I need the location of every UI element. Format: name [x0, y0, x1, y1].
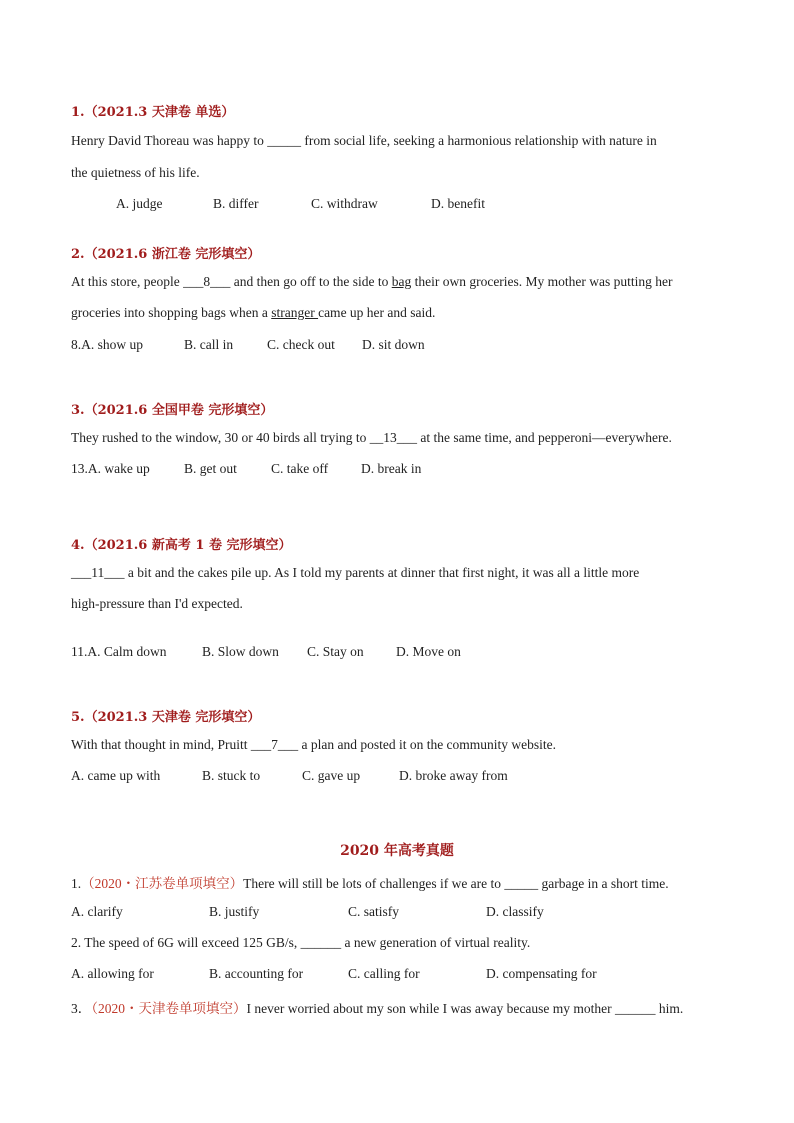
- q1-line1: Henry David Thoreau was happy to _____ from social life, seeking a harmonious relationship with nature in: [71, 133, 657, 148]
- q3-option-b: B. get out: [184, 461, 237, 476]
- q5-blank: ___7___: [250, 737, 299, 752]
- q2-option-c: C. check out: [267, 337, 335, 352]
- s2020-q1-num: 1.: [71, 876, 82, 891]
- q3-option-a: 13.A. wake up: [71, 461, 150, 476]
- q2-header: 2.（2021.6 浙江卷 完形填空）: [71, 247, 261, 262]
- q1-header: 1.（2021.3 天津卷 单选）: [71, 105, 235, 120]
- q2-option-d: D. sit down: [362, 337, 425, 352]
- q4-line1: [71, 565, 639, 581]
- s2020-q3-num: 3．: [71, 1001, 92, 1016]
- q5-line1: [71, 737, 556, 753]
- s2020-q3-source: （2020・天津卷单项填空）: [91, 1001, 247, 1016]
- s2020-q1-text: There will still be lots of challenges if we are to _____ garbage in a short time.: [243, 876, 669, 891]
- q2-word-bag: bag: [391, 274, 412, 289]
- q2-line2-b: came up her and said.: [318, 305, 436, 320]
- q5-header: 5.（2021.3 天津卷 完形填空）: [71, 710, 261, 725]
- s2020-q1-option-d: D. classify: [486, 904, 544, 919]
- s2020-q2-option-a: A. allowing for: [71, 966, 154, 981]
- q4-option-a: 11.A. Calm down: [71, 644, 167, 659]
- q2-line2: [71, 305, 435, 321]
- q2-option-a: 8.A. show up: [71, 337, 144, 352]
- q2-line1: [71, 274, 673, 290]
- q5-option-a: A. came up with: [71, 768, 161, 783]
- q2-line2-a: groceries into shopping bags when a: [71, 305, 272, 320]
- s2020-q1-source: （2020・江苏卷单项填空）: [81, 876, 244, 891]
- q3-line1-b: at the same time, and pepperoni—everywhere.: [416, 430, 672, 445]
- q1-option-c: C. withdraw: [311, 196, 378, 211]
- q1-option-a: A. judge: [116, 196, 163, 211]
- s2020-q3-text: I never worried about my son while I was away because my mother ______ him.: [246, 1001, 684, 1016]
- q4-line1-b: a bit and the cakes pile up. As I told my parents at dinner that first night, it was all a little more: [124, 565, 640, 580]
- s2020-q2-option-c: C. calling for: [348, 966, 420, 981]
- s2020-q1-option-b: B. justify: [209, 904, 260, 919]
- q5-option-d: D. broke away from: [399, 768, 508, 783]
- q4-option-c: C. Stay on: [307, 644, 364, 659]
- q2-option-b: B. call in: [184, 337, 234, 352]
- q1-option-b: B. differ: [213, 196, 259, 211]
- q4-blank: ___11___: [71, 565, 125, 580]
- q3-option-c: C. take off: [271, 461, 329, 476]
- q4-option-b: B. Slow down: [202, 644, 279, 659]
- q5-line1-a: With that thought in mind, Pruitt: [71, 737, 251, 752]
- q2-blank: ___8___: [183, 274, 231, 289]
- q4-header: 4.（2021.6 新高考 1 卷 完形填空）: [71, 538, 292, 553]
- q2-line1-a: At this store, people: [71, 274, 184, 289]
- q2-line1-b: and then go off to the side to: [230, 274, 392, 289]
- q5-option-b: B. stuck to: [202, 768, 261, 783]
- s2020-q2-option-b: B. accounting for: [209, 966, 304, 981]
- q3-option-d: D. break in: [361, 461, 422, 476]
- q2-word-stranger: stranger: [271, 305, 319, 320]
- q3-blank: __13___: [369, 430, 417, 445]
- s2020-q3-line: [71, 997, 683, 1017]
- s2020-q1-line: [71, 872, 669, 892]
- q4-option-d: D. Move on: [396, 644, 461, 659]
- q5-option-c: C. gave up: [302, 768, 361, 783]
- q4-line2: high-pressure than I'd expected.: [71, 596, 243, 611]
- q3-header: 3.（2021.6 全国甲卷 完形填空）: [71, 403, 274, 418]
- section-2020-title: 2020 年高考真题: [340, 843, 454, 859]
- s2020-q2-option-d: D. compensating for: [486, 966, 597, 981]
- s2020-q2-line: 2. The speed of 6G will exceed 125 GB/s, ______ a new generation of virtual reality.: [71, 935, 531, 950]
- q3-line1: [71, 430, 672, 446]
- q1-option-d: D. benefit: [431, 196, 485, 211]
- q2-line1-c: their own groceries. My mother was putting her: [411, 274, 673, 289]
- s2020-q1-option-a: A. clarify: [71, 904, 123, 919]
- q5-line1-b: a plan and posted it on the community website.: [298, 737, 557, 752]
- s2020-q1-option-c: C. satisfy: [348, 904, 400, 919]
- q3-line1-a: They rushed to the window, 30 or 40 birds all trying to: [71, 430, 370, 445]
- q1-line2: the quietness of his life.: [71, 165, 200, 180]
